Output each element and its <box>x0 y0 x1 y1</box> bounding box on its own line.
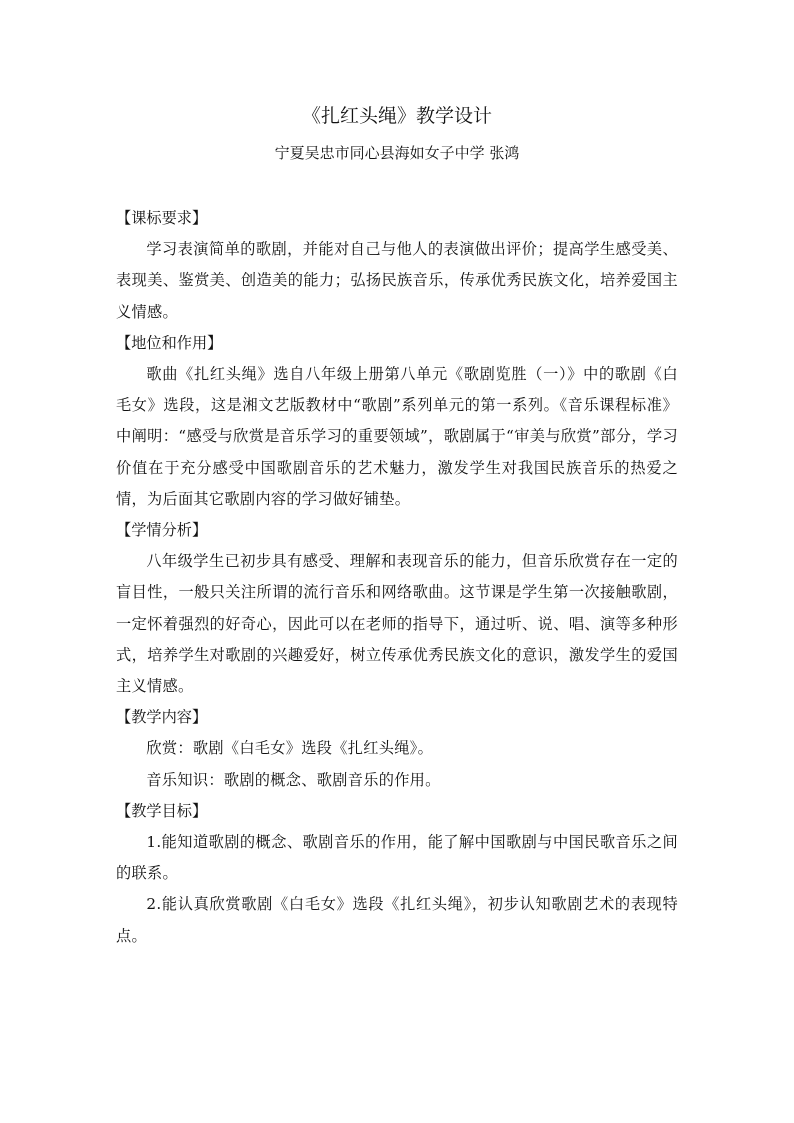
section-heading: 【课标要求】 <box>116 209 208 227</box>
section-teaching-content <box>116 702 678 796</box>
section-curriculum-requirements <box>116 203 678 328</box>
section-paragraph: 八年级学生已初步具有感受、理解和表现音乐的能力，但音乐欣赏存在一定的盲目性，一般只关注所谓的流行音乐和网络歌曲。这节课是学生第一次接触歌剧，一定怀着强烈的好奇心，因此可以在老师的指导下，通过听、说、唱、演等多种形式，培养学生对歌剧的兴趣爱好，树立传承优秀民族文化的意识，激发学生的爱国主义情感。 <box>116 552 678 696</box>
section-heading: 【地位和作用】 <box>116 333 223 352</box>
section-learner-analysis <box>116 515 678 702</box>
section-teaching-objectives <box>116 796 678 952</box>
author-line: 宁夏吴忠市同心县海如女子中学 张鸿 <box>274 144 520 162</box>
section-paragraph: 欣赏：歌剧《白毛女》选段《扎红头绳》。 <box>146 739 434 758</box>
section-heading: 【教学内容】 <box>116 708 208 727</box>
section-heading: 【学情分析】 <box>116 521 208 540</box>
document-title: 《扎红头绳》教学设计 <box>301 105 492 127</box>
section-paragraph: 学习表演简单的歌剧，并能对自己与他人的表演做出评价；提高学生感受美、表现美、鉴赏美、创造美的能力；弘扬民族音乐，传承优秀民族文化，培养爱国主义情感。 <box>116 240 678 321</box>
section-heading: 【教学目标】 <box>116 801 208 820</box>
section-position-and-role <box>116 328 678 515</box>
section-paragraph: 音乐知识：歌剧的概念、歌剧音乐的作用。 <box>146 770 441 789</box>
document-body <box>116 203 678 952</box>
section-paragraph: 2.能认真欣赏歌剧《白毛女》选段《扎红头绳》，初步认知歌剧艺术的表现特点。 <box>116 895 678 945</box>
section-paragraph: 1.能知道歌剧的概念、歌剧音乐的作用，能了解中国歌剧与中国民歌音乐之间的联系。 <box>116 833 678 883</box>
section-paragraph: 歌曲《扎红头绳》选自八年级上册第八单元《歌剧览胜（一）》中的歌剧《白毛女》选段，这是湘文艺版教材中“歌剧”系列单元的第一系列。《音乐课程标准》中阐明：“感受与欣赏是音乐学习的重要领域”，歌剧属于“审美与欣赏”部分，学习价值在于充分感受中国歌剧音乐的艺术魅力，激发学生对我国民族音乐的热爱之情，为后面其它歌剧内容的学习做好铺垫。 <box>116 365 678 508</box>
